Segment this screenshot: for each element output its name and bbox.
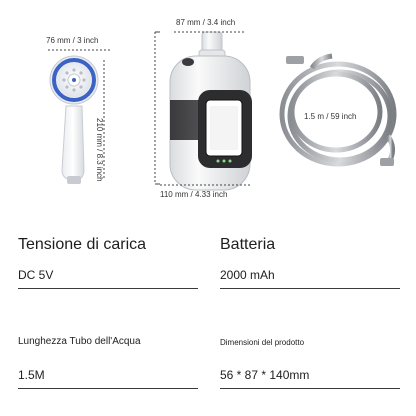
divider bbox=[18, 288, 198, 289]
dimension-line-body-height bbox=[150, 28, 160, 188]
divider bbox=[220, 288, 400, 289]
dimension-label-hose-length: 1.5 m / 59 inch bbox=[304, 112, 357, 121]
spec-value-charging-voltage: DC 5V bbox=[18, 268, 54, 282]
spec-label-charging-voltage: Tensione di carica bbox=[18, 236, 147, 253]
hose-icon bbox=[272, 48, 404, 174]
dimension-line-body-depth bbox=[170, 28, 250, 36]
dimension-label-head-width: 76 mm / 3 inch bbox=[46, 36, 99, 45]
spec-value-battery: 2000 mAh bbox=[220, 268, 275, 282]
divider bbox=[220, 388, 400, 389]
spec-value-product-dimensions: 56 * 87 * 140mm bbox=[220, 368, 310, 382]
spec-value-hose-length: 1.5M bbox=[18, 368, 45, 382]
spec-label-hose-length: Lunghezza Tubo dell'Acqua bbox=[18, 336, 141, 347]
dimension-label-body-width: 110 mm / 4.33 inch bbox=[160, 190, 228, 199]
pump-unit-icon bbox=[160, 28, 260, 198]
spec-label-product-dimensions: Dimensioni del prodotto bbox=[220, 338, 305, 347]
dimension-label-head-length: 210 mm / 8.3 inch bbox=[95, 118, 104, 182]
dimension-line-body-width bbox=[158, 180, 258, 190]
dimension-line-head-width bbox=[46, 46, 118, 54]
shower-head-icon bbox=[40, 48, 120, 188]
divider bbox=[18, 388, 198, 389]
spec-label-battery: Batteria bbox=[220, 236, 276, 253]
dimension-label-body-depth: 87 mm / 3.4 inch bbox=[176, 18, 236, 27]
